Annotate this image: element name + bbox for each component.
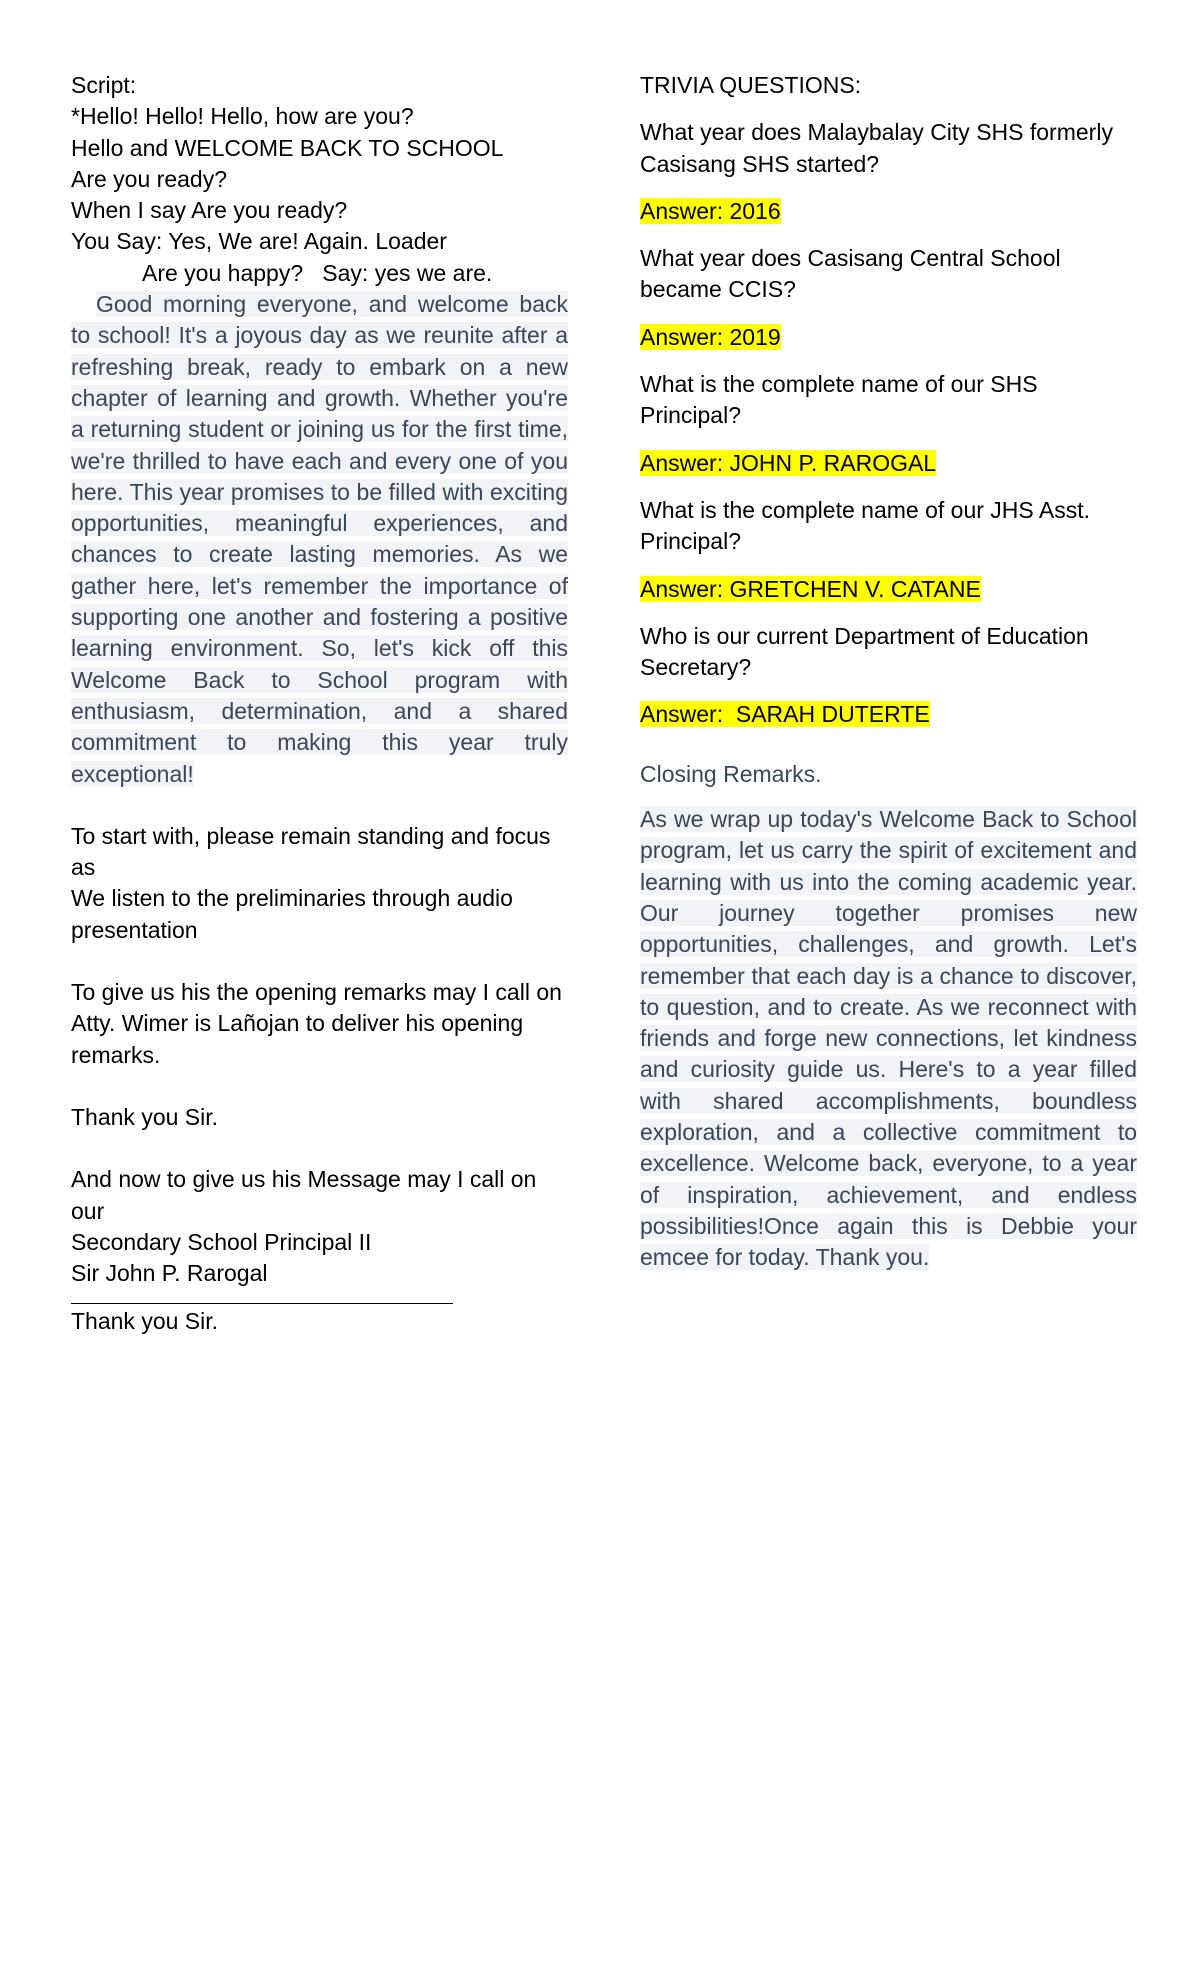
trivia-answer-text: Answer: 2016 [640, 197, 781, 224]
trivia-answer [640, 699, 1137, 730]
welcome-paragraph-text: Good morning everyone, and welcome back to school! It's a joyous day as we reunite after a refreshing break, ready to embark on a new chapter of learning and growth. Whether you're a returning student or joining us for the first time, we're thrilled to have each and every one of you here. This year promises to be filled with exciting opportunities, meaningful experiences, and chances to create lasting memories. As we gather here, let's remember the importance of supporting one another and fostering a positive learning environment. So, let's kick off this Welcome Back to School program with enthusiasm, determination, and a shared commitment to making this year truly exceptional! [71, 291, 568, 787]
trivia-answer [640, 574, 1137, 605]
opening-line: *Hello! Hello! Hello, how are you? [71, 103, 414, 130]
principal-name: Sir John P. Rarogal [71, 1260, 268, 1287]
closing-title: Closing Remarks. [640, 760, 822, 787]
trivia-column [640, 70, 1137, 1274]
opening-line: When I say Are you ready? [71, 197, 348, 224]
preliminaries-line: We listen to the preliminaries through audio presentation [71, 885, 513, 943]
trivia-answer [640, 196, 1137, 227]
thank-you-line: Thank you Sir. [71, 1103, 219, 1130]
message-intro-line: And now to give us his Message may I call on our [71, 1166, 537, 1224]
trivia-question: What is the complete name of our SHS Principal? [640, 371, 1038, 429]
happy-line: Are you happy? Say: yes we are. [142, 259, 493, 286]
trivia-question: What is the complete name of our JHS Asst. Principal? [640, 496, 1090, 555]
trivia-answer [640, 322, 1137, 353]
opening-remarks-line: Atty. Wimer is Lañojan to deliver his opening remarks. [71, 1010, 524, 1068]
closing-paragraph [640, 804, 1137, 1273]
thank-you-line: Thank you Sir. [71, 1308, 219, 1335]
opening-line: Are you ready? [71, 165, 227, 192]
principal-title: Secondary School Principal II [71, 1228, 372, 1255]
trivia-answer [640, 448, 1137, 479]
trivia-heading: TRIVIA QUESTIONS: [640, 72, 862, 98]
signature-line [71, 1295, 453, 1304]
opening-line: You Say: Yes, We are! Again. Loader [71, 228, 447, 255]
closing-paragraph-text: As we wrap up today's Welcome Back to School program, let us carry the spirit of excitement and learning with us into the coming academic year. Our journey together promises new opportunities, challenges, and growth. Let's remember that each day is a chance to discover, to question, and to create. As we reconnect with friends and forge new connections, let kindness and curiosity guide us. Here's to a year filled with shared accomplishments, boundless exploration, and a collective commitment to excellence. Welcome back, everyone, to a year of inspiration, achievement, and endless possibilities!Once again this is Debbie your emcee for today. Thank you. [640, 806, 1137, 1271]
script-heading: Script: [71, 72, 137, 98]
opening-remarks-line: To give us his the opening remarks may I call on [71, 979, 562, 1006]
opening-line: Hello and WELCOME BACK TO SCHOOL [71, 134, 504, 161]
trivia-question: What year does Malaybalay City SHS formerly Casisang SHS started? [640, 119, 1113, 177]
trivia-answer-text: Answer: 2019 [640, 323, 781, 350]
trivia-answer-text: Answer: JOHN P. RAROGAL [640, 449, 937, 476]
preliminaries-line: To start with, please remain standing and focus as [71, 822, 551, 881]
trivia-question: Who is our current Department of Education Secretary? [640, 622, 1089, 681]
trivia-question: What year does Casisang Central School became CCIS? [640, 245, 1061, 303]
trivia-answer-text: Answer: SARAH DUTERTE [640, 701, 930, 728]
script-column [71, 70, 568, 1338]
trivia-answer-text: Answer: GRETCHEN V. CATANE [640, 575, 981, 602]
welcome-paragraph [71, 289, 568, 790]
